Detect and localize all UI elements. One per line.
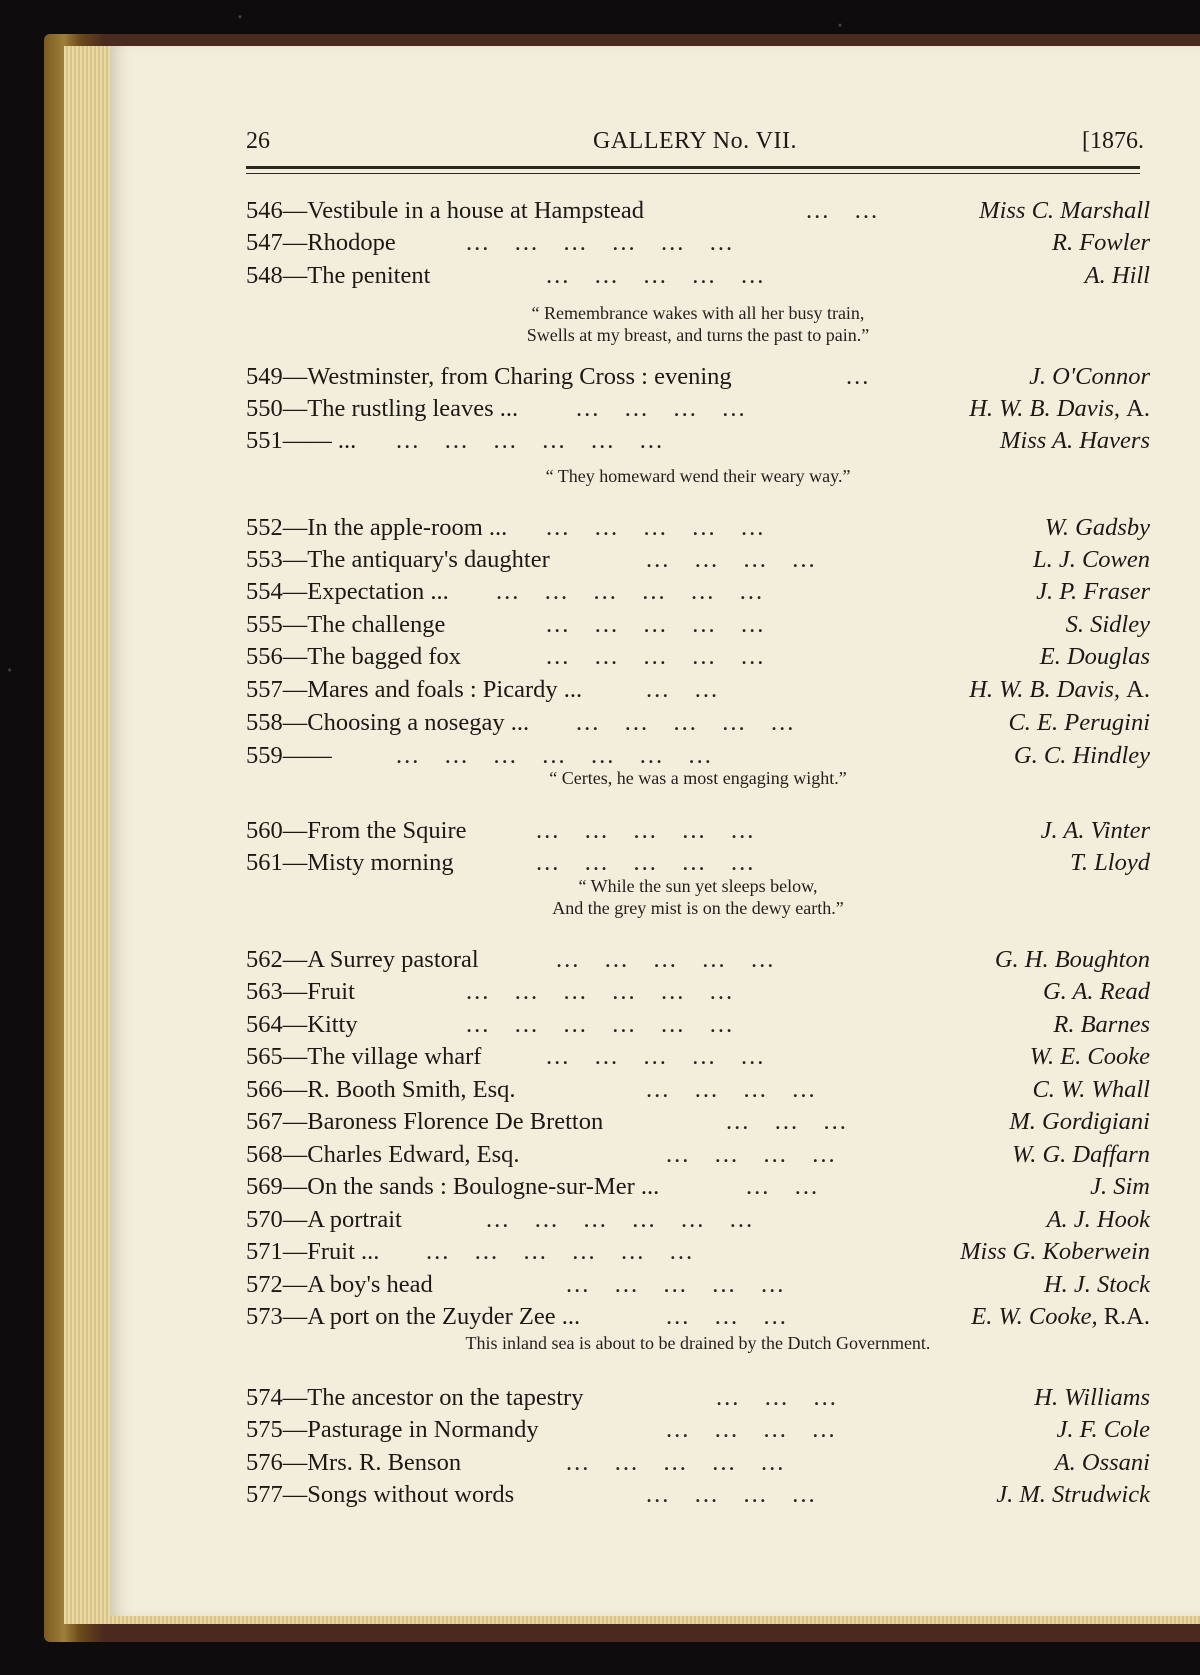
entry-title: Songs without words [307, 1481, 515, 1508]
catalogue-entry-563 [246, 978, 1150, 1010]
header-rule-thick [246, 166, 1140, 169]
artist-name: E. W. Cooke, [971, 1303, 1098, 1330]
entry-artist [960, 1238, 1150, 1266]
entry-dash: — [282, 611, 308, 638]
catalogue-entry-564 [246, 1011, 1150, 1043]
entry-artist [1047, 1206, 1150, 1234]
entry-artist [1041, 817, 1150, 845]
quote-line: Swells at my breast, and turns the past to pain.” [526, 325, 870, 345]
entry-number: 568 [246, 1141, 283, 1168]
catalogue-entry-573 [246, 1303, 1150, 1335]
page-header [246, 128, 1144, 164]
artist-honour: A. [1126, 395, 1150, 422]
artist-name: W. G. Daffarn [1012, 1141, 1150, 1168]
entry-number: 565 [246, 1043, 283, 1070]
entry-number: 569 [246, 1173, 283, 1200]
catalogue-entry-551 [246, 427, 1150, 459]
catalogue-entry-548 [246, 262, 1150, 294]
quote-559 [246, 767, 1150, 789]
entry-number: 557 [246, 676, 283, 703]
leader-dots: ... ... ... ... ... ... ... [396, 742, 713, 769]
entry-title: — [307, 742, 332, 769]
leader-dots: ... ... ... ... ... [546, 611, 766, 638]
leader-dots: ... ... [746, 1173, 820, 1200]
entry-artist [1032, 1076, 1150, 1104]
entry-number: 564 [246, 1011, 283, 1038]
entry-artist [1030, 1043, 1150, 1071]
quote-line: “ Certes, he was a most engaging wight.” [549, 768, 847, 788]
leader-dots: ... ... ... ... [646, 546, 817, 573]
header-rule-thin [246, 173, 1140, 174]
catalogue-entry-568 [246, 1141, 1150, 1173]
catalogue-entry-547 [246, 229, 1150, 261]
entry-artist [1045, 514, 1150, 542]
artist-name: Miss A. Havers [1000, 427, 1150, 454]
entry-dash: — [282, 1271, 308, 1298]
entry-dash: — [282, 849, 308, 876]
artist-honour: R.A. [1103, 1303, 1150, 1330]
entry-dash: — [282, 1076, 308, 1103]
catalogue-entry-546 [246, 197, 1150, 229]
entry-artist [1085, 262, 1150, 290]
artist-name: G. H. Boughton [994, 946, 1150, 973]
leader-dots: ... ... ... ... [576, 395, 747, 422]
entry-dash: — [282, 1303, 308, 1330]
catalogue-entry-575 [246, 1416, 1150, 1448]
entry-number: 577 [246, 1481, 283, 1508]
entry-title: Rhodope [307, 229, 396, 256]
entry-title: Mares and foals : Picardy ... [307, 676, 583, 703]
entry-dash: — [282, 946, 308, 973]
entry-artist [995, 946, 1150, 974]
entry-number: 554 [246, 578, 283, 605]
leader-dots: ... ... ... ... ... [546, 262, 766, 289]
entry-title: Misty morning [307, 849, 454, 876]
leader-dots: ... ... ... ... ... [556, 946, 776, 973]
entry-artist [1090, 1173, 1150, 1201]
entry-dash: — [282, 817, 308, 844]
entry-artist [1043, 978, 1150, 1006]
catalogue-entry-550 [246, 395, 1150, 427]
catalogue-entry-569 [246, 1173, 1150, 1205]
entry-dash: — [282, 1384, 308, 1411]
entry-title: The village wharf [307, 1043, 482, 1070]
entry-title: Choosing a nosegay ... [307, 709, 530, 736]
entry-title: Baroness Florence De Bretton [307, 1108, 604, 1135]
artist-name: J. O'Connor [1029, 363, 1150, 390]
entry-number: 546 [246, 197, 283, 224]
header-year: [1876. [1082, 128, 1144, 154]
entry-number: 560 [246, 817, 283, 844]
entry-artist [1000, 427, 1150, 455]
entry-artist [1033, 546, 1150, 574]
artist-name: H. W. B. Davis, [969, 395, 1121, 422]
entry-number: 556 [246, 643, 283, 670]
leader-dots: ... ... ... ... ... [546, 514, 766, 541]
artist-name: J. A. Vinter [1040, 817, 1150, 844]
entry-dash: — [282, 1043, 308, 1070]
artist-name: M. Gordigiani [1009, 1108, 1150, 1135]
entry-number: 574 [246, 1384, 283, 1411]
artist-name: A. Ossani [1054, 1449, 1150, 1476]
artist-honour: A. [1126, 676, 1150, 703]
entry-title: A port on the Zuyder Zee ... [307, 1303, 581, 1330]
entry-title: Charles Edward, Esq. [307, 1141, 520, 1168]
entry-artist [1055, 1449, 1150, 1477]
leader-dots: ... ... ... ... ... ... [466, 1011, 735, 1038]
leader-dots: ... ... ... ... ... [566, 1271, 786, 1298]
catalogue-entry-560 [246, 817, 1150, 849]
entry-artist [1044, 1271, 1150, 1299]
entry-title: The ancestor on the tapestry [307, 1384, 584, 1411]
entry-dash: — [282, 1449, 308, 1476]
catalogue-entry-566 [246, 1076, 1150, 1108]
leader-dots: ... ... ... ... [666, 1141, 837, 1168]
artist-name: H. J. Stock [1043, 1271, 1150, 1298]
leader-dots: ... ... ... ... ... ... [426, 1238, 695, 1265]
quote-line: “ While the sun yet sleeps below, [578, 876, 818, 896]
catalogue-entry-577 [246, 1481, 1150, 1513]
quote-line: “ Remembrance wakes with all her busy train, [531, 303, 865, 323]
artist-name: R. Fowler [1052, 229, 1150, 256]
entry-title: Pasturage in Normandy [307, 1416, 539, 1443]
entry-artist [1036, 578, 1150, 606]
entry-title: The rustling leaves ... [307, 395, 519, 422]
entry-number: 567 [246, 1108, 283, 1135]
entry-title: From the Squire [307, 817, 467, 844]
entry-number: 555 [246, 611, 283, 638]
entry-number: 553 [246, 546, 283, 573]
leader-dots: ... ... ... [716, 1384, 838, 1411]
leader-dots: ... ... ... ... ... ... [466, 229, 735, 256]
leader-dots: ... ... ... ... [666, 1416, 837, 1443]
leader-dots: ... ... ... [726, 1108, 848, 1135]
entry-artist [1014, 742, 1150, 770]
entry-dash: — [282, 229, 308, 256]
leader-dots: ... ... ... ... ... ... [466, 978, 735, 1005]
entry-title: Mrs. R. Benson [307, 1449, 462, 1476]
artist-name: G. C. Hindley [1013, 742, 1150, 769]
leader-dots: ... [846, 363, 871, 390]
leader-dots: ... ... ... ... ... [536, 849, 756, 876]
leader-dots: ... ... ... ... ... ... [496, 578, 765, 605]
entry-title: On the sands : Boulogne-sur-Mer ... [307, 1173, 660, 1200]
entry-number: 576 [246, 1449, 283, 1476]
entry-dash: — [282, 262, 308, 289]
entry-title: In the apple-room ... [307, 514, 508, 541]
catalogue-entry-558 [246, 709, 1150, 741]
entry-title: The penitent [307, 262, 431, 289]
entry-number: 558 [246, 709, 283, 736]
entry-artist [979, 197, 1150, 225]
artist-name: W. E. Cooke [1029, 1043, 1150, 1070]
note-573 [246, 1332, 1150, 1354]
entry-artist [1009, 1108, 1150, 1136]
entry-title: Westminster, from Charing Cross : evening [307, 363, 732, 390]
leader-dots: ... ... [806, 197, 880, 224]
catalogue-entry-552 [246, 514, 1150, 546]
entry-dash: — [282, 427, 308, 454]
artist-name: R. Barnes [1053, 1011, 1150, 1038]
entry-title: The bagged fox [307, 643, 461, 670]
artist-name: J. Sim [1090, 1173, 1150, 1200]
entry-dash: — [282, 363, 308, 390]
catalogue-entry-549 [246, 363, 1150, 395]
artist-name: A. J. Hook [1046, 1206, 1150, 1233]
entry-dash: — [282, 197, 308, 224]
catalogue-entry-576 [246, 1449, 1150, 1481]
artist-name: E. Douglas [1039, 643, 1150, 670]
leader-dots: ... ... ... ... ... [536, 817, 756, 844]
entry-title: R. Booth Smith, Esq. [307, 1076, 516, 1103]
artist-name: J. M. Strudwick [996, 1481, 1150, 1508]
catalogue-entry-570 [246, 1206, 1150, 1238]
entry-number: 575 [246, 1416, 283, 1443]
entry-artist [1029, 363, 1150, 391]
entry-title: Vestibule in a house at Hampstead [307, 197, 645, 224]
artist-name: W. Gadsby [1044, 514, 1150, 541]
artist-name: J. F. Cole [1056, 1416, 1150, 1443]
entry-artist [969, 676, 1150, 704]
entry-dash: — [282, 578, 308, 605]
catalogue-entry-557 [246, 676, 1150, 708]
entry-dash: — [282, 676, 308, 703]
entry-title: A Surrey pastoral [307, 946, 479, 973]
entry-number: 561 [246, 849, 283, 876]
artist-name: A. Hill [1084, 262, 1150, 289]
entry-number: 563 [246, 978, 283, 1005]
artist-name: H. Williams [1034, 1384, 1150, 1411]
artist-name: L. J. Cowen [1032, 546, 1150, 573]
leader-dots: ... ... ... ... ... [566, 1449, 786, 1476]
entry-dash: — [282, 1108, 308, 1135]
entry-title: The challenge [307, 611, 446, 638]
entry-number: 572 [246, 1271, 283, 1298]
entry-title: Expectation ... [307, 578, 449, 605]
quote-line: And the grey mist is on the dewy earth.” [552, 898, 844, 918]
entry-dash: — [282, 1206, 308, 1233]
entry-title: A portrait [307, 1206, 402, 1233]
entry-artist [1066, 611, 1150, 639]
catalogue-entry-574 [246, 1384, 1150, 1416]
entry-artist [969, 395, 1150, 423]
entry-artist [1057, 1416, 1150, 1444]
leader-dots: ... ... ... ... ... ... [486, 1206, 755, 1233]
quote-561 [246, 875, 1150, 919]
artist-name: J. P. Fraser [1036, 578, 1150, 605]
page-number: 26 [246, 128, 270, 154]
artist-name: C. E. Perugini [1008, 709, 1150, 736]
entry-number: 573 [246, 1303, 283, 1330]
artist-name: C. W. Whall [1032, 1076, 1150, 1103]
quote-551 [246, 465, 1150, 487]
catalogue-entry-565 [246, 1043, 1150, 1075]
entry-dash: — [282, 514, 308, 541]
entry-artist [1053, 1011, 1150, 1039]
entry-dash: — [282, 709, 308, 736]
leader-dots: ... ... ... [666, 1303, 788, 1330]
entry-dash: — [282, 1481, 308, 1508]
entry-artist [1040, 643, 1150, 671]
entry-artist [1070, 849, 1150, 877]
entry-title: Fruit [307, 978, 355, 1005]
leader-dots: ... ... ... ... [646, 1076, 817, 1103]
entry-number: 548 [246, 262, 283, 289]
entry-artist [971, 1303, 1150, 1331]
entry-dash: — [282, 395, 308, 422]
entry-dash: — [282, 1173, 308, 1200]
entry-title: The antiquary's daughter [307, 546, 550, 573]
entry-number: 571 [246, 1238, 283, 1265]
entry-artist [1012, 1141, 1150, 1169]
entry-title: Kitty [307, 1011, 358, 1038]
entry-dash: — [282, 1416, 308, 1443]
entry-number: 549 [246, 363, 283, 390]
leader-dots: ... ... ... ... ... ... [396, 427, 665, 454]
entry-number: 570 [246, 1206, 283, 1233]
entry-dash: — [282, 978, 308, 1005]
artist-name: Miss G. Koberwein [960, 1238, 1150, 1265]
catalogue-entry-572 [246, 1271, 1150, 1303]
catalogue-entry-555 [246, 611, 1150, 643]
catalogue-entry-553 [246, 546, 1150, 578]
artist-name: T. Lloyd [1070, 849, 1150, 876]
entry-number: 562 [246, 946, 283, 973]
entry-title: — ... [307, 427, 357, 454]
artist-name: H. W. B. Davis, [969, 676, 1121, 703]
quote-line: “ They homeward wend their weary way.” [545, 466, 851, 486]
entry-number: 551 [246, 427, 283, 454]
catalogue-entry-571 [246, 1238, 1150, 1270]
catalogue-entry-567 [246, 1108, 1150, 1140]
page-title: GALLERY No. VII. [593, 128, 797, 154]
entry-dash: — [282, 742, 308, 769]
entry-number: 566 [246, 1076, 283, 1103]
catalogue-entry-554 [246, 578, 1150, 610]
entry-artist [1008, 709, 1150, 737]
entry-dash: — [282, 546, 308, 573]
entry-number: 552 [246, 514, 283, 541]
artist-name: G. A. Read [1042, 978, 1150, 1005]
leader-dots: ... ... ... ... [646, 1481, 817, 1508]
leader-dots: ... ... ... ... ... [576, 709, 796, 736]
entry-artist [996, 1481, 1150, 1509]
entry-title: A boy's head [307, 1271, 433, 1298]
artist-name: Miss C. Marshall [979, 197, 1150, 224]
leader-dots: ... ... ... ... ... [546, 643, 766, 670]
entry-dash: — [282, 643, 308, 670]
entry-dash: — [282, 1141, 308, 1168]
note-line: This inland sea is about to be drained by the Dutch Government. [465, 1333, 931, 1353]
quote-548 [246, 302, 1150, 346]
entry-dash: — [282, 1011, 308, 1038]
entry-number: 550 [246, 395, 283, 422]
entry-number: 559 [246, 742, 283, 769]
entry-artist [1052, 229, 1150, 257]
entry-dash: — [282, 1238, 308, 1265]
entry-title: Fruit ... [307, 1238, 380, 1265]
entry-artist [1034, 1384, 1150, 1412]
leader-dots: ... ... ... ... ... [546, 1043, 766, 1070]
entry-number: 547 [246, 229, 283, 256]
artist-name: S. Sidley [1065, 611, 1150, 638]
catalogue-entry-562 [246, 946, 1150, 978]
catalogue-entry-556 [246, 643, 1150, 675]
leader-dots: ... ... [646, 676, 720, 703]
